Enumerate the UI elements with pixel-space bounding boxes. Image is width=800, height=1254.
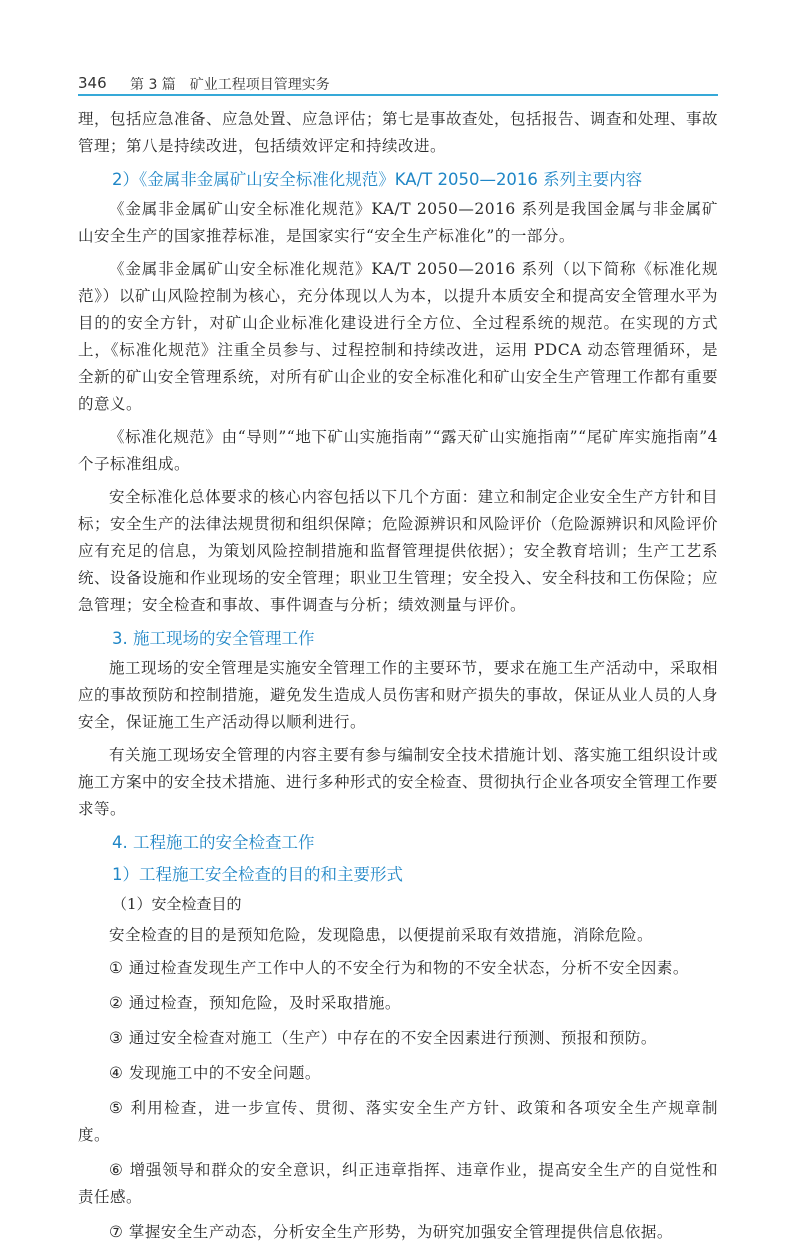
- item-number: ④: [109, 1064, 124, 1082]
- paragraph: 《标准化规范》由“导则”“地下矿山实施指南”“露天矿山实施指南”“尾矿库实施指南”4 个子标准组成。: [78, 428, 718, 473]
- item-number: ⑦: [109, 1223, 124, 1241]
- subsection-heading: 1）工程施工安全检查的目的和主要形式: [112, 865, 403, 884]
- item-text: 利用检查，进一步宣传、贯彻、落实安全生产方针、政策和各项安全生产规章制度。: [78, 1099, 718, 1144]
- item-text: 通过检查，预知危险，及时采取措施。: [128, 994, 401, 1012]
- section-heading: 2）《金属非金属矿山安全标准化规范》KA/T 2050—2016 系列主要内容: [112, 170, 643, 189]
- item-number: ⑤: [109, 1099, 125, 1117]
- item-text: 掌握安全生产动态，分析安全生产形势，为研究加强安全管理提供信息依据。: [128, 1223, 673, 1241]
- paragraph: 安全检查的目的是预知危险，发现隐患，以便提前采取有效措施，消除危险。: [109, 926, 654, 944]
- section-heading: 3. 施工现场的安全管理工作: [112, 629, 315, 648]
- list-item: [78, 1060, 718, 1087]
- item-number: ①: [109, 959, 124, 977]
- header-rule: [78, 94, 718, 96]
- section-heading: 4. 工程施工的安全检查工作: [112, 833, 315, 852]
- paragraph: 理，包括应急准备、应急处置、应急评估；第七是事故查处，包括报告、调查和处理、事故管理；第八是持续改进，包括绩效评定和持续改进。: [78, 110, 719, 155]
- paragraph: 有关施工现场安全管理的内容主要有参与编制安全技术措施计划、落实施工组织设计或施工方案中的安全技术措施、进行多种形式的安全检查、贯彻执行企业各项安全管理工作要求等。: [78, 746, 719, 818]
- item-number: ②: [109, 994, 124, 1012]
- paragraph: 安全标准化总体要求的核心内容包括以下几个方面：建立和制定企业安全生产方针和目标；安全生产的法律法规贯彻和组织保障；危险源辨识和风险评价（危险源辨识和风险评价应有充足的信息，为策划风险控制措施和监督管理提供依据）；安全教育培训；生产工艺系统、设备设施和作业现场的安全管理；职业卫生管理；安全投入、安全科技和工伤保险；应急管理；安全检查和事故、事件调查与分析；绩效测量与评价。: [78, 488, 719, 614]
- paragraph: 《金属非金属矿山安全标准化规范》KA/T 2050—2016 系列是我国金属与非金属矿山安全生产的国家推荐标准，是国家实行“安全生产标准化”的一部分。: [78, 200, 718, 245]
- item-text: 增强领导和群众的安全意识，纠正违章指挥、违章作业，提高安全生产的自觉性和责任感。: [78, 1161, 718, 1206]
- page-body: [78, 106, 718, 1254]
- chapter-title: 第 3 篇 矿业工程项目管理实务: [130, 77, 330, 93]
- list-item: [78, 955, 718, 982]
- item-text: 发现施工中的不安全问题。: [128, 1064, 321, 1082]
- paragraph: 《金属非金属矿山安全标准化规范》KA/T 2050—2016 系列（以下简称《标准化规范》）以矿山风险控制为核心，充分体现以人为本，以提升本质安全和提高安全管理水平为目的的安全方针，对矿山企业标准化建设进行全方位、全过程系统的规范。在实现的方式上，《标准化规范》注重全员参与、过程控制和持续改进，运用 PDCA 动态管理循环，是全新的矿山安全管理系统，对所有矿山企业的安全标准化和矿山安全生产管理工作都有重要的意义。: [78, 260, 719, 413]
- list-item: [78, 1219, 718, 1246]
- item-number: ⑥: [109, 1161, 124, 1179]
- paragraph: 施工现场的安全管理是实施安全管理工作的主要环节，要求在施工生产活动中，采取相应的事故预防和控制措施，避免发生造成人员伤害和财产损失的事故，保证从业人员的人身安全，保证施工生产活动得以顺利进行。: [78, 659, 719, 731]
- item-text: 通过检查发现生产工作中人的不安全行为和物的不安全状态，分析不安全因素。: [128, 959, 689, 977]
- item-text: 通过安全检查对施工（生产）中存在的不安全因素进行预测、预报和预防。: [128, 1029, 657, 1047]
- list-item: [78, 1157, 718, 1211]
- list-item: [78, 1025, 718, 1052]
- item-number: ③: [109, 1029, 124, 1047]
- page-number: 346: [78, 74, 107, 92]
- page-header: [78, 72, 718, 96]
- sub-heading: （1）安全检查目的: [112, 895, 242, 913]
- list-item: [78, 1095, 718, 1149]
- list-item: [78, 990, 718, 1017]
